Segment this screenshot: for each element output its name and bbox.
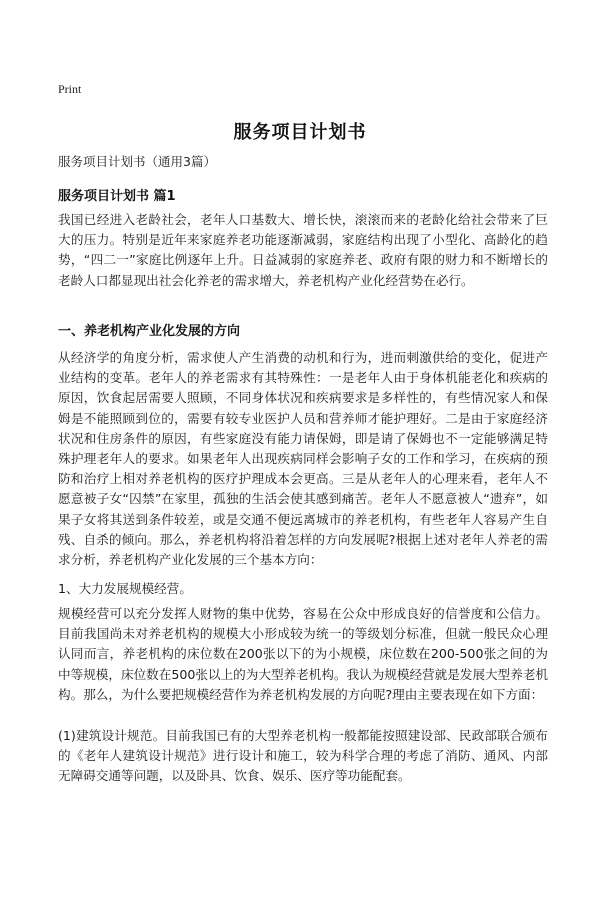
intro-paragraph: 我国已经进入老龄社会，老年人口基数大、增长快，滚滚而来的老龄化给社会带来了巨大的压力。特别是近年来家庭养老功能逐渐减弱，家庭结构出现了小型化、高龄化的趋势，“四二一”家庭比例逐年上升。日益减弱的家庭养老、政府有限的财力和不断增长的老龄人口都显现出社会化养老的需求增大，养老机构产业化经营势在必行。 [58,212,548,288]
section-title: 服务项目计划书 篇1 [58,189,176,204]
direction-paragraph: 从经济学的角度分析，需求使人产生消费的动机和行为，进而刺激供给的变化，促进产业结构的变革。老年人的养老需求有其特殊性：一是老年人由于身体机能老化和疾病的原因，饮食起居需要人照顾，不同身体状况和疾病要求是多样性的，有些情况家人和保姆是不能照顾到位的，需要有较专业医护人员和营养师才能护理好。二是由于家庭经济状况和住房条件的原因，有些家庭没有能力请保姆，即是请了保姆也不一定能够满足特殊护理老年人的要求。如果老年人出现疾病同样会影响子女的工作和学习，在疾病的预防和治疗上相对养老机构的医疗护理成本会更高。三是从老年人的心理来看，老年人不愿意被子女“囚禁”在家里，孤独的生活会使其感到痛苦。老年人不愿意被人“遗弃”，如果子女将其送到条件较差，或是交通不便远离城市的养老机构，有些老年人容易产生自残、自杀的倾向。那么，养老机构将沿着怎样的方向发展呢?根据上述对老年人养老的需求分析，养老机构产业化发展的三个基本方向： [58,350,548,568]
document-subtitle: 服务项目计划书（通用3篇） [58,154,216,169]
scale-heading: 1、大力发展规模经营。 [58,581,192,596]
direction-heading: 一、养老机构产业化发展的方向 [58,324,241,339]
print-label[interactable]: Print [58,82,82,96]
scale-paragraph: 规模经营可以充分发挥人财物的集中优势，容易在公众中形成良好的信誉度和公信力。目前我国尚未对养老机构的规模大小形成较为统一的等级划分标准，但就一般民众心理认同而言，养老机构的床位数在200张以下的为小规模，床位数在200-500张之间的为中等规模，床位数在500张以上的为大型养老机构。我认为规模经营就是发展大型养老机构。那么，为什么要把规模经营作为养老机构发展的方向呢?理由主要表现在如下方面： [58,606,549,702]
design-paragraph: (1)建筑设计规范。目前我国已有的大型养老机构一般都能按照建设部、民政部联合颁布的《老年人建筑设计规范》进行设计和施工，较为科学合理的考虑了消防、通风、内部无障碍交通等问题，以及卧具、饮食、娱乐、医疗等功能配套。 [58,728,548,784]
document-title: 服务项目计划书 [233,122,367,143]
